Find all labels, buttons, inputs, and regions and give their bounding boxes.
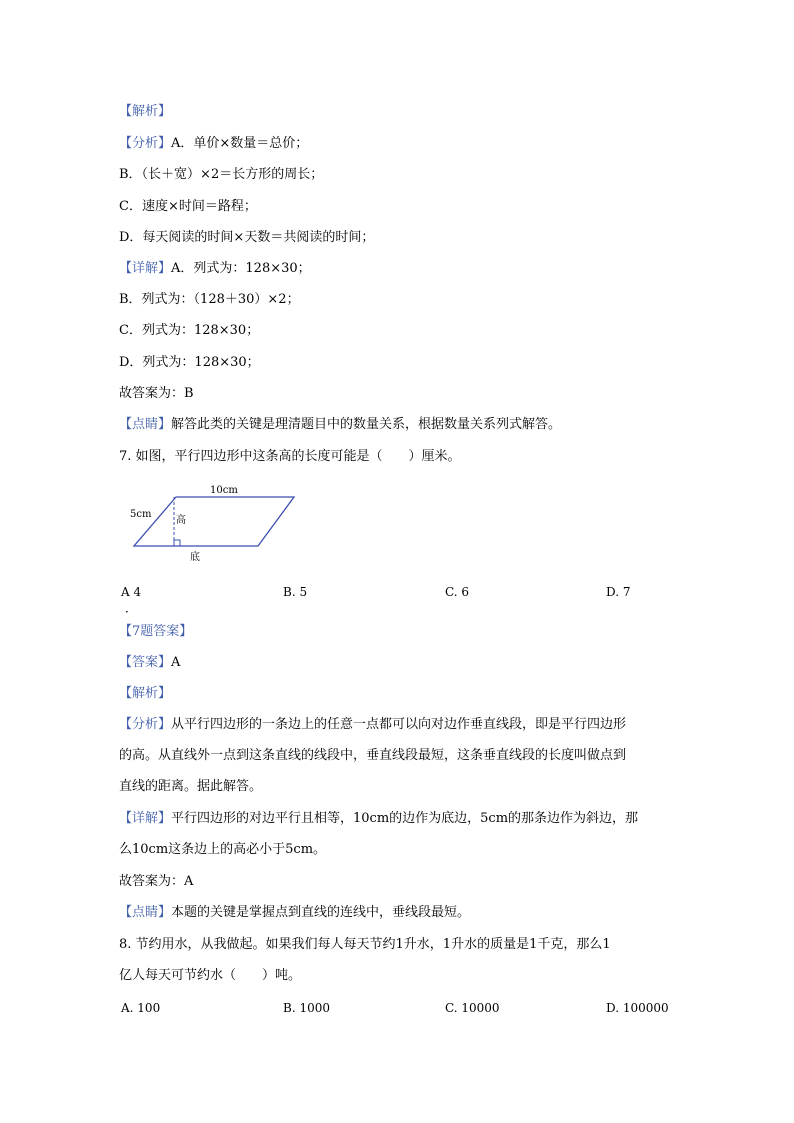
label-top-10cm: 10cm [210,485,238,496]
right-angle-mark [174,540,180,546]
q8-option-c: C. 10000 [445,1001,500,1015]
q6-dianjing-tag: 【点睛】 [119,417,172,432]
q8-stem-line1: 8. 节约用水，从我做起。如果我们每人每天节约1升水，1升水的质量是1千克，那么1 [119,937,611,952]
q7-answer-header: 【7题答案】 [119,624,193,639]
q7-fenxi-line2: 的高。从直线外一点到这条直线的线段中，垂直线段最短，这条垂直线段的长度叫做点到 [119,748,627,763]
q7-jiexi-heading: 【解析】 [119,686,172,701]
q7-fenxi-tag: 【分析】 [119,717,172,732]
q8-stem-line2: 亿人每天可节约水（ ）吨。 [119,968,302,983]
q6-dianjing-text: 解答此类的关键是理清题目中的数量关系，根据数量关系列式解答。 [171,417,562,432]
q6-fenxi-tag: 【分析】 [119,136,172,151]
q7-answer-line [119,654,180,672]
q7-stem: 7. 如图，平行四边形中这条高的长度可能是（ ）厘米。 [119,449,461,464]
q7-final-answer: 故答案为：A [119,874,194,889]
q7-dianjing-tag: 【点睛】 [119,905,172,920]
q7-dianjing-line [119,904,470,922]
q7-dianjing-text: 本题的关键是掌握点到直线的连线中，垂线段最短。 [171,905,471,920]
q6-fenxi-d: D．每天阅读的时间×天数＝共阅读的时间； [119,230,375,245]
q6-dianjing-line [119,416,561,434]
q7-fenxi-line3: 直线的距离。据此解答。 [119,779,263,794]
label-base: 底 [190,552,200,563]
q7-fenxi-text1: 从平行四边形的一条边上的任意一点都可以向对边作垂直线段，即是平行四边形 [171,717,627,732]
q6-xiangjie-c: C．列式为：128×30； [119,323,260,338]
q7-option-a: A 4 [121,585,142,599]
q6-answer: 故答案为：B [119,386,194,401]
q6-jiexi-heading: 【解析】 [119,104,172,119]
q6-fenxi-b: B．（长＋宽）×2＝长方形的周长； [119,167,324,182]
q6-xiangjie-line [119,260,311,278]
q7-option-b: B. 5 [283,585,308,599]
q6-xiangjie-tag: 【详解】 [119,261,172,276]
q6-xiangjie-b: B．列式为：（128＋30）×2； [119,292,300,307]
q7-option-c: C. 6 [445,585,470,599]
q8-option-d: D. 100000 [606,1001,669,1015]
label-left-5cm: 5cm [130,509,152,520]
q7-answer-value: A [171,655,181,670]
q7-xiangjie-text1: 平行四边形的对边平行且相等，10cm的边作为底边，5cm的那条边作为斜边，那 [171,811,639,826]
q7-option-dot: ． [125,601,138,615]
q7-xiangjie-line2: 么10cm这条边上的高必小于5cm。 [119,842,327,857]
label-height: 高 [176,515,186,526]
q8-option-a: A. 100 [121,1001,161,1015]
q6-xiangjie-a: A．列式为：128×30； [171,261,311,276]
q7-answer-tag: 【答案】 [119,655,172,670]
q6-xiangjie-d: D．列式为：128×30； [119,355,260,370]
parallelogram-shape [134,497,294,546]
q7-fenxi-line1 [119,716,626,734]
q7-xiangjie-line1 [119,810,638,828]
q6-fenxi-c: C．速度×时间＝路程； [119,199,257,214]
parallelogram-figure [118,478,318,568]
q6-fenxi-line [119,135,308,153]
q7-option-d: D. 7 [606,585,631,599]
q6-fenxi-a: A．单价×数量＝总价； [171,136,309,151]
q8-option-b: B. 1000 [283,1001,330,1015]
q7-xiangjie-tag: 【详解】 [119,811,172,826]
